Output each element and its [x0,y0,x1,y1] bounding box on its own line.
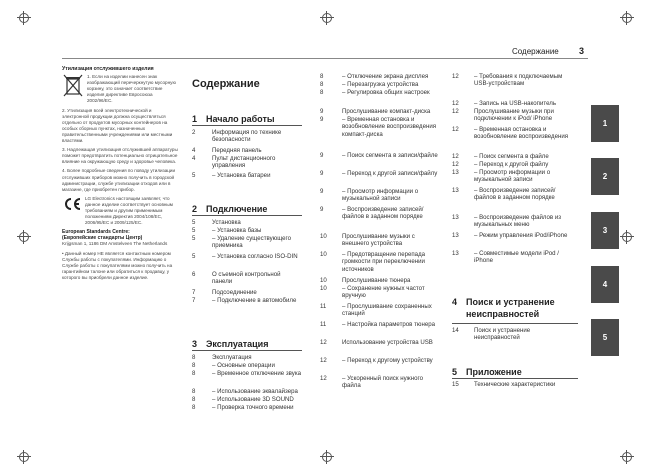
toc-entry-page: 8 [192,370,196,377]
toc-entry-title: Эксплуатация [212,354,252,361]
toc-entry-title: – Подключение в автомобиле [212,297,297,304]
toc-entry-page: 12 [452,73,459,80]
toc-entry-title: Пульт дистанционного управления [212,155,276,170]
registration-mark [320,450,334,464]
toc-entry-page: 12 [452,126,459,133]
crossed-bin-icon [62,74,84,98]
toc-entry-title: – Отключение экрана дисплея [342,73,429,80]
toc-entry-title: – Прослушивание сохраненных станций [342,303,432,318]
disposal-p4: 4. Более подробные сведения по поводу утилизации отслуживших приборов можно получить в городской администрации, службе утилизации отходов или в магазине, где приобретен прибор. [62,168,176,192]
toc-entry-title: Использование устройства USB [342,339,433,346]
chapter-tab-1[interactable]: 1 [591,105,619,142]
registration-mark [620,450,634,464]
toc-entry-page: 8 [192,396,196,403]
disposal-column [62,66,178,284]
toc-entry-title: – Временная остановка и возобновление воспроизведения компакт-диска [342,116,437,138]
toc-entry-page: 12 [452,100,459,107]
disposal-p1: 1. Если на изделии нанесен знак изображающий перечеркнутую мусорную корзину, это означает соответствие изделия директиве Евросоюза 2002/96/EC. [87,74,176,104]
toc-entry-page: 5 [192,172,196,179]
toc-entry-page: 12 [452,108,459,115]
toc-entry-page: 5 [192,219,196,226]
toc-entry-title: – Просмотр информации о музыкальной записи [474,169,551,184]
toc-entry-page: 10 [320,285,327,292]
toc-entry-page: 8 [320,73,324,80]
toc-entry-title: – Установка базы [212,227,262,234]
toc-entry-title: – Настройка параметров тюнера [342,321,436,328]
toc-entry-title: Прослушивание тюнера [342,277,411,284]
toc-entry-page: 13 [452,214,459,221]
toc-entry-page: 12 [320,375,327,382]
toc-entry-title: – Использование 3D SOUND [212,396,294,403]
section-heading: 1 Начало работы [192,114,275,124]
disposal-p3: 3. Надлежащая утилизация отслужившей аппаратуры поможет предотвратить потенциально отрицательное влияние на окружающую среду и здоровье человека. [62,147,178,165]
toc-entry-title: О съемной контрольной панели [212,271,281,286]
registration-mark [17,230,31,244]
toc-entry-page: 10 [320,251,327,258]
header-title: Содержание [512,47,559,56]
registration-mark [620,11,634,25]
toc-entry-title: – Поиск сегмента в записи/файле [342,152,438,159]
toc-entry-page: 8 [320,81,324,88]
toc-entry-title: – Временное отключение звука [212,370,302,377]
registration-mark [320,11,334,25]
toc-entry-page: 4 [192,147,196,154]
toc-entry-title: – Воспроизведение записей/файлов в заданном порядке [342,206,424,221]
toc-entry-title: – Сохранение нужных частот вручную [342,285,425,300]
toc-entry-title: Поиск и устранение неисправностей [474,327,531,342]
toc-entry-page: 10 [320,233,327,240]
toc-entry-title: – Переход к другой записи/файлу [342,170,438,177]
toc-entry-title: Подсоединение [212,289,257,296]
toc-entry-page: 15 [452,381,459,388]
toc-entry-title: Прослушивание музыки при подключении к iPod/ iPhone [474,108,554,123]
toc-entry-page: 9 [320,116,324,123]
chapter-tab-4[interactable]: 4 [591,266,619,303]
ce-declaration: LG Electronics настоящим заявляет, что данное изделие соответствует основным требованиям и другим применимым положениям Директив 2004/108/EC, 2006/95/EC и 2009/125/EC. [85,195,173,226]
registration-mark [17,450,31,464]
toc-entry-page: 9 [320,170,324,177]
page-number: 3 [579,46,585,56]
toc-entry-page: 2 [192,129,196,136]
toc-entry-title: – Режим управления iPod/iPhone [474,232,568,239]
toc-entry-page: 5 [192,253,196,260]
toc-entry-page: 7 [192,289,196,296]
centre-address: Krijgsman 1, 1186 DM Amstelveen The Netherlands [62,241,168,247]
toc-entry-title: – Ускоренный поиск нужного файла [342,375,423,390]
section-rule [192,215,302,216]
toc-entry-title: – Временная остановка и возобновление воспроизведения [474,126,569,141]
disposal-title: Утилизация отслужившего изделия [62,66,154,72]
toc-entry-page: 6 [192,271,196,278]
toc-entry-page: 11 [320,303,327,310]
toc-entry-title: – Использование эквалайзера [212,388,298,395]
toc-entry-page: 13 [452,250,459,257]
section-rule [452,323,578,324]
registration-mark [17,11,31,25]
section-rule [452,378,578,379]
section-rule [192,125,302,126]
service-note: • Данный номер НЕ является контактным номером Службы работы с покупателями. Информацию о Службе работы с покупателями можно получить на гарантийном талоне или обратиться к продавцу, у которого вы приобрели данное изделие. [62,250,173,280]
toc-entry-page: 12 [320,339,327,346]
toc-entry-title: – Воспроизведение файлов из музыкальных меню [474,214,562,229]
toc-entry-page: 10 [320,277,327,284]
toc-entry-page: 9 [320,188,324,195]
section-rule [192,350,302,351]
toc-entry-page: 13 [452,232,459,239]
toc-title: Содержание [192,78,260,90]
toc-entry-title: – Установка согласно ISO-DIN [212,253,298,260]
toc-entry-title: – Просмотр информации о музыкальной записи [342,188,419,203]
chapter-tab-2[interactable]: 2 [591,158,619,195]
toc-entry-page: 12 [320,357,327,364]
toc-entry-title: – Поиск сегмента в файле [474,153,549,160]
toc-entry-title: – Установка батареи [212,172,271,179]
centre-title-ru: (Европейские стандарты Центр) [62,235,143,242]
toc-entry-title: Передняя панель [212,147,262,154]
header-rule [62,58,588,59]
toc-entry-page: 8 [192,362,196,369]
toc-entry-title: – Требования к подключаемым USB-устройствам [474,73,563,88]
toc-entry-title: – Предотвращение перепада громкости при переключении источников [342,251,426,273]
toc-entry-page: 4 [192,155,196,162]
toc-entry-title: – Основные операции [212,362,275,369]
toc-entry-title: – Удаление существующего приемника [212,235,292,250]
toc-entry-page: 5 [192,227,196,234]
toc-entry-page: 14 [452,327,459,334]
toc-entry-page: 5 [192,235,196,242]
ce-mark-icon [62,196,82,212]
toc-entry-title: – Проверка точного времени [212,404,294,411]
toc-entry-title: – Запись на USB-накопитель [474,100,556,107]
toc-entry-page: 12 [452,161,459,168]
toc-entry-page: 8 [320,89,324,96]
toc-entry-title: Прослушивание музыки с внешнего устройства [342,233,415,248]
toc-entry-page: 8 [192,404,196,411]
toc-entry-page: 7 [192,297,196,304]
toc-entry-page: 8 [192,388,196,395]
toc-entry-title: – Воспроизведение записей/файлов в заданном порядке [474,187,556,202]
toc-entry-page: 12 [452,153,459,160]
toc-entry-page: 9 [320,152,324,159]
toc-entry-title: Установка [212,219,241,226]
toc-entry-title: – Перезагрузка устройства [342,81,419,88]
registration-mark [620,230,634,244]
toc-entry-title: – Совместимые модели iPod / iPhone [474,250,559,265]
section-heading: 3 Эксплуатация [192,339,269,349]
section-heading: 4 Поиск и устранение неисправностей [452,297,555,319]
toc-entry-title: Прослушивание компакт-диска [342,108,431,115]
toc-entry-title: Информация по технике безопасности [212,129,282,144]
toc-entry-page: 8 [192,354,196,361]
toc-entry-title: – Переход к другой файлу [474,161,549,168]
section-heading: 2 Подключение [192,204,268,214]
chapter-tab-5[interactable]: 5 [591,319,619,356]
chapter-tab-3[interactable]: 3 [591,212,619,249]
section-heading: 5 Приложение [452,367,522,377]
toc-entry-page: 9 [320,206,324,213]
toc-entry-title: Технические характеристики [474,381,556,388]
centre-title: European Standards Centre: [62,229,130,236]
toc-entry-page: 11 [320,321,327,328]
toc-entry-page: 13 [452,187,459,194]
toc-entry-title: – Регулировка общих настроек [342,89,430,96]
toc-entry-page: 9 [320,108,324,115]
disposal-p2: 2. Утилизация всей электротехнической и электронной продукции должна осуществляться отдельно от продуктов мусорных контейнеров на особых сборных пунктах, назначенных правительственными учреждениями или местными властями. [62,107,173,144]
toc-entry-page: 13 [452,169,459,176]
toc-entry-title: – Переход к другому устройству [342,357,433,364]
